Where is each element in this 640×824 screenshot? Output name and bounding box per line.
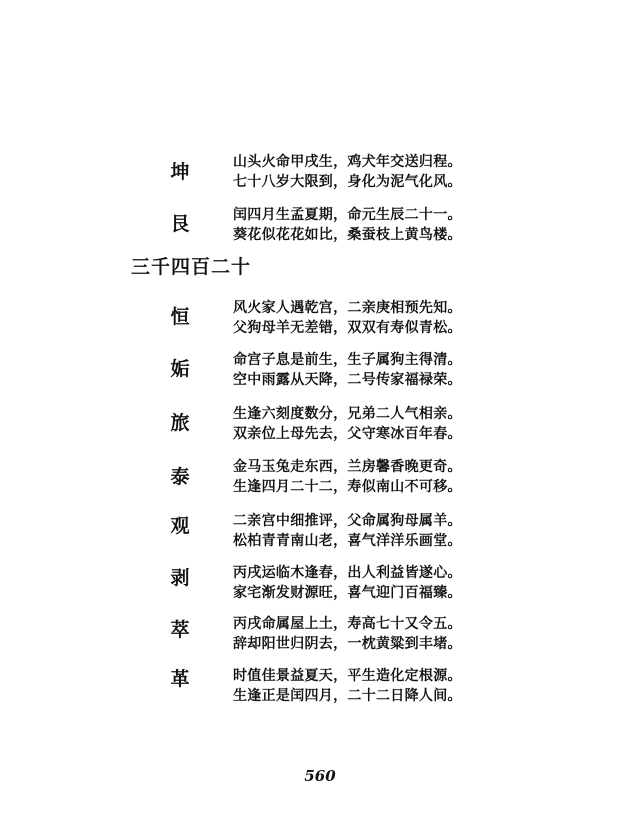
verse-line: 生逢六刻度数分，兄弟二人气相亲。 (233, 406, 462, 422)
verse-line: 丙戌运临木逢春，出人利益皆遂心。 (233, 565, 462, 581)
verse-line: 命宫子息是前生，生子属狗主得清。 (233, 352, 462, 368)
verse-text (233, 511, 633, 551)
verse-line: 时值佳景益夏天，平生造化定根源。 (233, 668, 462, 684)
verse-text (233, 666, 633, 706)
verse-text (233, 457, 633, 497)
hexagram-label: 姤 (170, 358, 190, 380)
hexagram-label: 恒 (170, 306, 190, 328)
verse-line: 七十八岁大限到，身化为泥气化风。 (233, 174, 462, 190)
verse-text (233, 152, 633, 192)
verse-line: 闰四月生孟夏期，命元生辰二十一。 (233, 207, 462, 223)
hexagram-label: 观 (170, 515, 190, 537)
verse-text (233, 350, 633, 390)
hexagram-label: 泰 (170, 466, 190, 488)
verse-line: 辞却阳世归阴去，一枕黄粱到丰堵。 (233, 636, 462, 652)
verse-text (233, 205, 633, 245)
hexagram-label: 革 (170, 668, 190, 690)
verse-text (233, 614, 633, 654)
verse-line: 空中雨露从天降，二号传家福禄荣。 (233, 372, 462, 388)
verse-line: 父狗母羊无差错，双双有寿似青松。 (233, 320, 462, 336)
verse-line: 生逢四月二十二，寿似南山不可移。 (233, 479, 462, 495)
hexagram-label: 艮 (170, 213, 190, 235)
verse-line: 山头火命甲戌生，鸡犬年交送归程。 (233, 154, 462, 170)
hexagram-label: 坤 (170, 161, 190, 183)
section-heading: 三千四百二十 (131, 256, 252, 278)
verse-line: 丙戌命属屋上土，寿高七十又令五。 (233, 616, 462, 632)
verse-text (233, 404, 633, 444)
hexagram-label: 旅 (170, 412, 190, 434)
verse-text (233, 298, 633, 338)
verse-line: 葵花似花花如比，桑蚕枝上黄鸟楼。 (233, 227, 462, 243)
verse-line: 金马玉兔走东西，兰房馨香晚更奇。 (233, 459, 462, 475)
verse-line: 风火家人遇乾宫，二亲庚相预先知。 (233, 300, 462, 316)
verse-line: 二亲宫中细推评，父命属狗母属羊。 (233, 513, 462, 529)
verse-text (233, 563, 633, 603)
verse-line: 生逢正是闰四月，二十二日降人间。 (233, 688, 462, 704)
verse-line: 双亲位上母先去，父守寒冰百年春。 (233, 426, 462, 442)
hexagram-label: 萃 (170, 619, 190, 641)
page-number: 560 (304, 767, 336, 785)
verse-line: 松柏青青南山老，喜气洋洋乐画堂。 (233, 533, 462, 549)
hexagram-label: 剥 (170, 567, 190, 589)
verse-line: 家宅渐发财源旺，喜气迎门百福臻。 (233, 585, 462, 601)
